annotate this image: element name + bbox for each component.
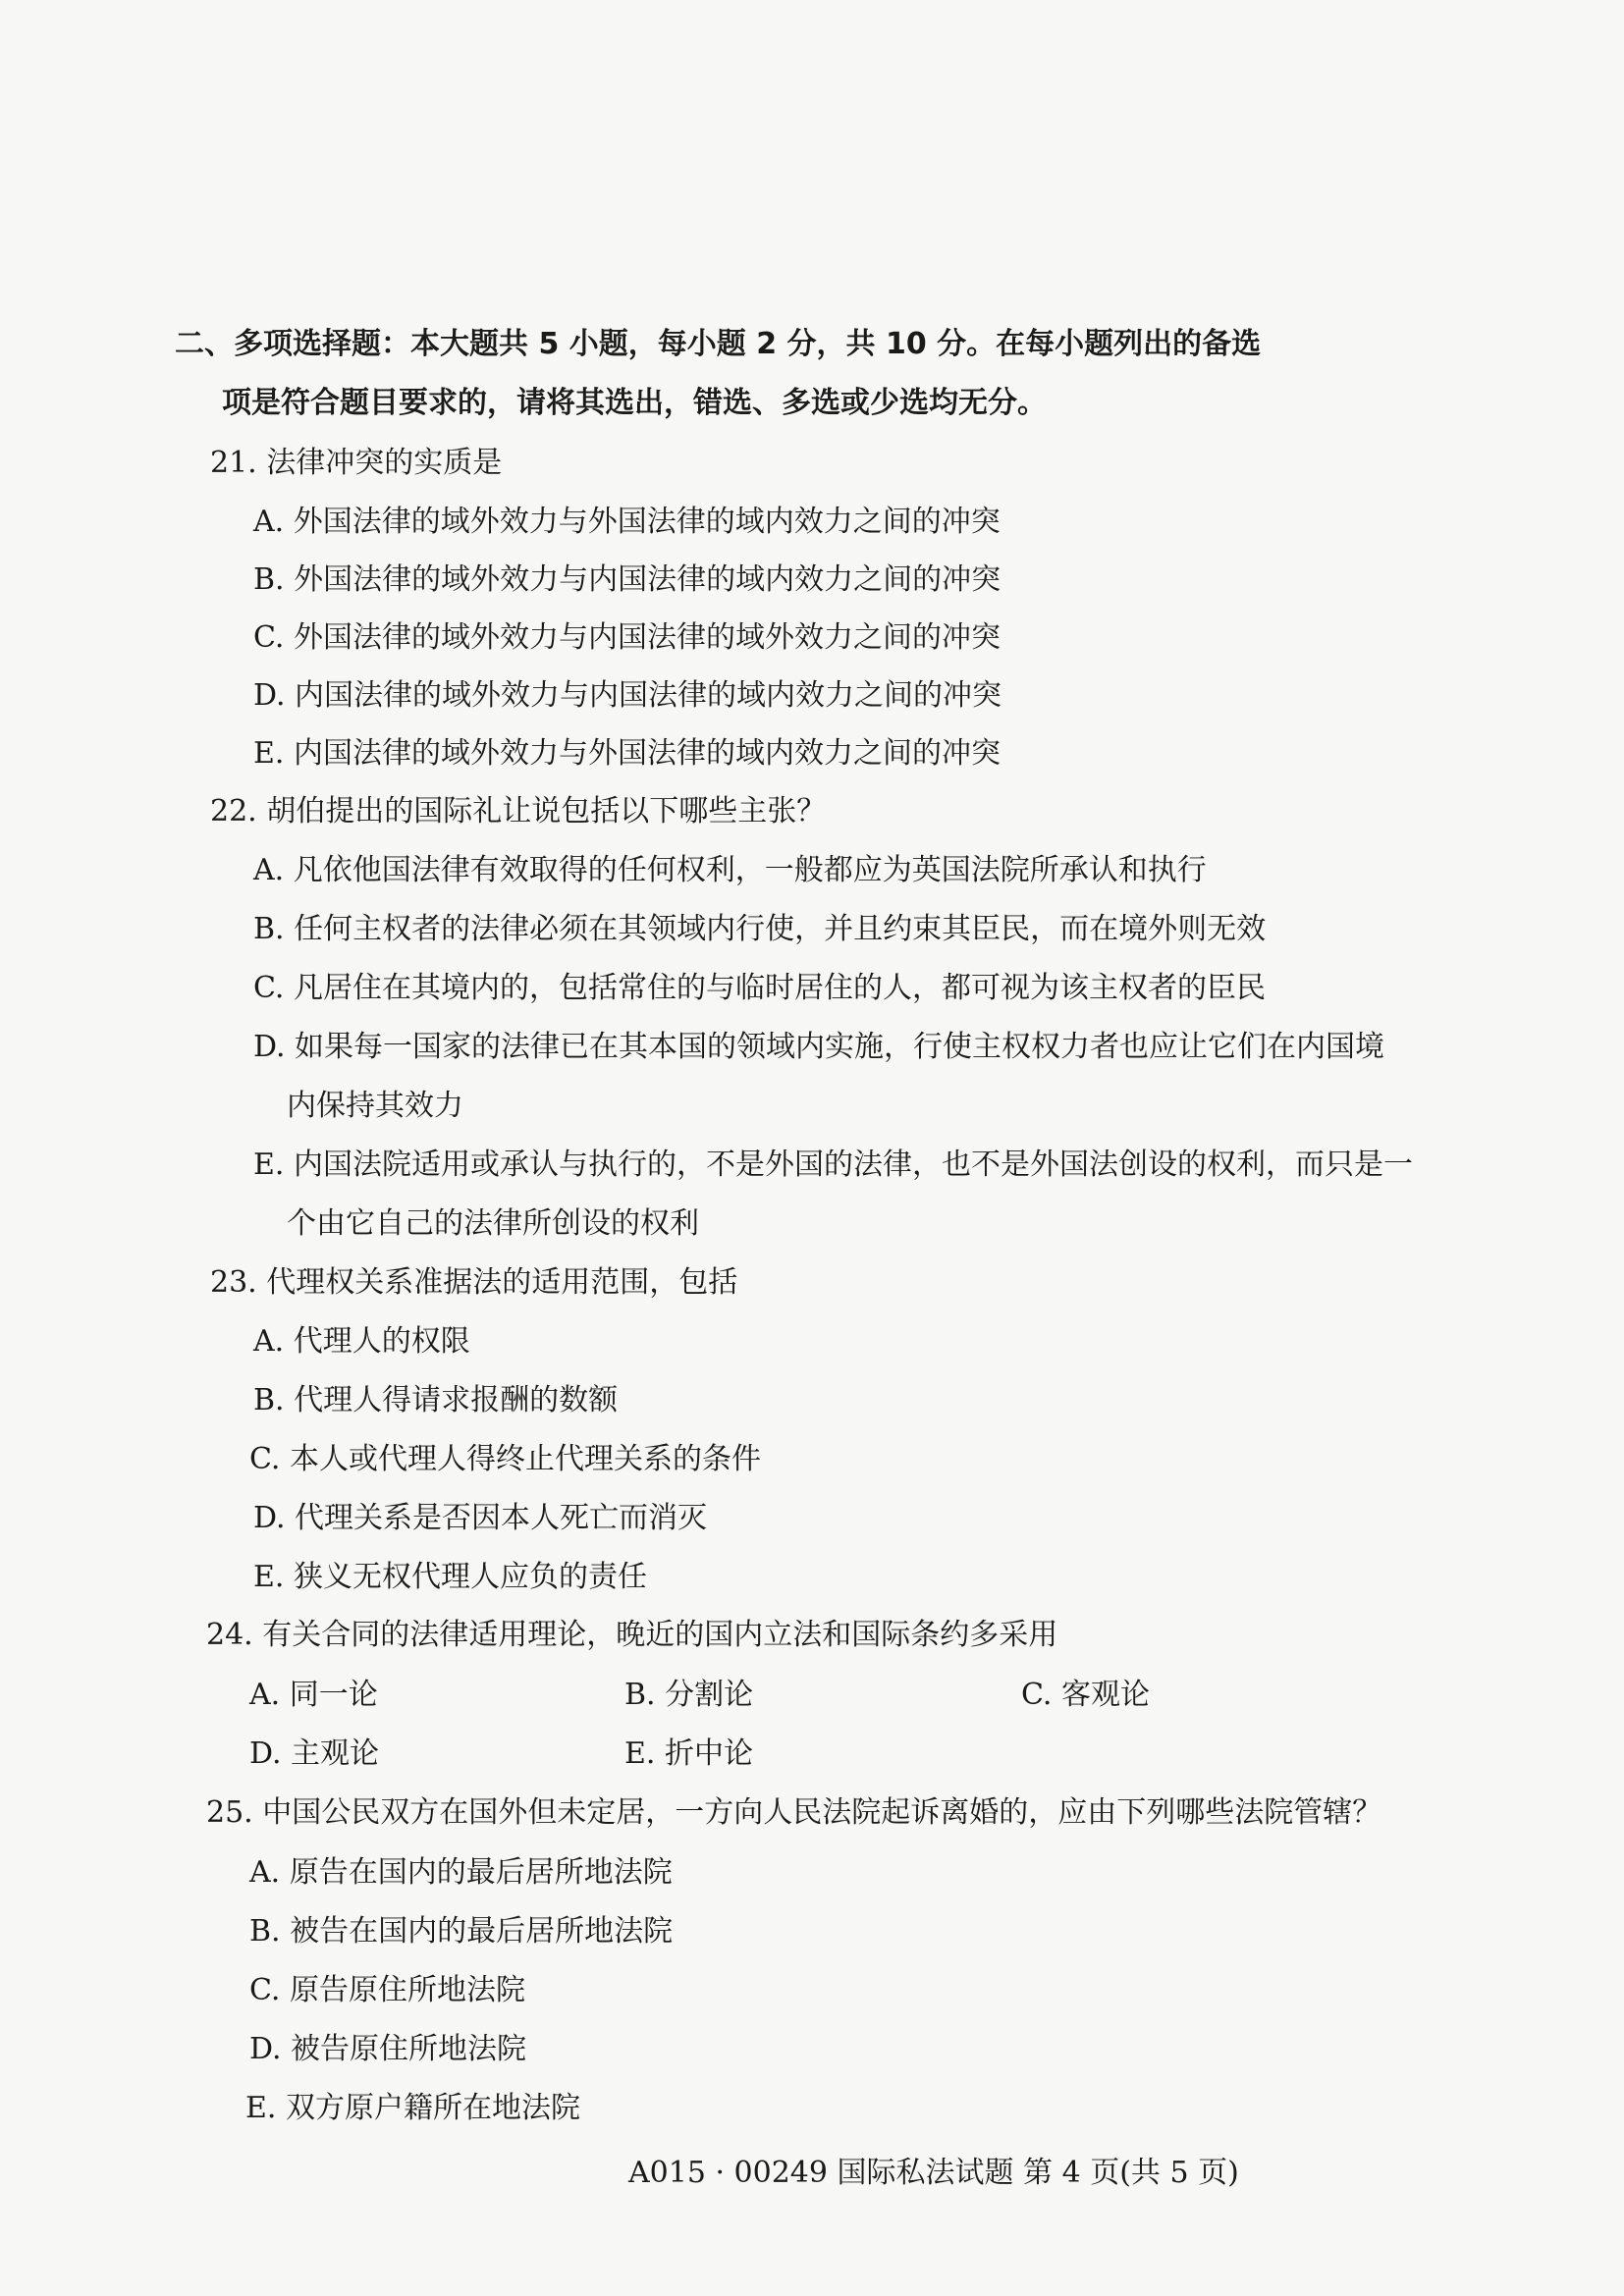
question-24-stem: 24. 有关合同的法律适用理论，晚近的国内立法和国际条约多采用 <box>206 1618 1058 1652</box>
question-23-option-e: E. 狭义无权代理人应负的责任 <box>253 1560 647 1594</box>
question-23-option-b: B. 代理人得请求报酬的数额 <box>253 1383 619 1417</box>
question-21-option-c: C. 外国法律的域外效力与内国法律的域外效力之间的冲突 <box>253 620 1001 655</box>
question-22-option-b: B. 任何主权者的法律必须在其领域内行使，并且约束其臣民，而在境外则无效 <box>253 912 1267 946</box>
question-22-option-d-cont: 内保持其效力 <box>287 1089 463 1123</box>
question-23-option-d: D. 代理关系是否因本人死亡而消灭 <box>253 1501 708 1535</box>
question-21-option-d: D. 内国法律的域外效力与内国法律的域内效力之间的冲突 <box>253 678 1002 713</box>
question-25-option-b: B. 被告在国内的最后居所地法院 <box>249 1914 674 1949</box>
question-23-stem: 23. 代理权关系准据法的适用范围，包括 <box>210 1265 738 1300</box>
question-22-option-d: D. 如果每一国家的法律已在其本国的领域内实施，行使主权权力者也应让它们在内国境 <box>253 1030 1385 1064</box>
question-24-option-e: E. 折中论 <box>624 1736 753 1771</box>
question-24-option-a: A. 同一论 <box>249 1678 378 1712</box>
question-23-option-c: C. 本人或代理人得终止代理关系的条件 <box>249 1442 761 1476</box>
question-25-option-a: A. 原告在国内的最后居所地法院 <box>249 1855 673 1890</box>
question-22-option-c: C. 凡居住在其境内的，包括常住的与临时居住的人，都可视为该主权者的臣民 <box>253 971 1266 1005</box>
question-25-option-d: D. 被告原住所地法院 <box>249 2032 527 2066</box>
question-24-option-b: B. 分割论 <box>624 1678 754 1712</box>
question-22-option-a: A. 凡依他国法律有效取得的任何权利，一般都应为英国法院所承认和执行 <box>253 853 1207 887</box>
question-21-option-a: A. 外国法律的域外效力与外国法律的域内效力之间的冲突 <box>253 505 1001 539</box>
question-24-option-c: C. 客观论 <box>1021 1678 1150 1712</box>
question-25-stem: 25. 中国公民双方在国外但未定居，一方向人民法院起诉离婚的，应由下列哪些法院管辖？ <box>206 1795 1382 1830</box>
question-22-stem: 22. 胡伯提出的国际礼让说包括以下哪些主张？ <box>210 794 827 828</box>
page-footer: A015 · 00249 国际私法试题 第 4 页(共 5 页) <box>628 2156 1239 2190</box>
section-title-line1: 二、多项选择题：本大题共 5 小题，每小题 2 分，共 10 分。在每小题列出的备选 <box>175 327 1262 361</box>
question-25-option-c: C. 原告原住所地法院 <box>249 1973 525 2007</box>
question-25-option-e: E. 双方原户籍所在地法院 <box>245 2091 580 2125</box>
question-22-option-e-cont: 个由它自己的法律所创设的权利 <box>287 1206 699 1241</box>
question-22-option-e: E. 内国法院适用或承认与执行的，不是外国的法律，也不是外国法创设的权利，而只是一 <box>253 1148 1413 1182</box>
question-21-option-e: E. 内国法律的域外效力与外国法律的域内效力之间的冲突 <box>253 736 1001 771</box>
question-23-option-a: A. 代理人的权限 <box>253 1324 470 1359</box>
question-24-option-d: D. 主观论 <box>249 1736 380 1771</box>
question-21-option-b: B. 外国法律的域外效力与内国法律的域内效力之间的冲突 <box>253 562 1001 597</box>
question-21-stem: 21. 法律冲突的实质是 <box>210 446 503 480</box>
section-title-line2: 项是符合题目要求的，请将其选出，错选、多选或少选均无分。 <box>222 386 1047 420</box>
